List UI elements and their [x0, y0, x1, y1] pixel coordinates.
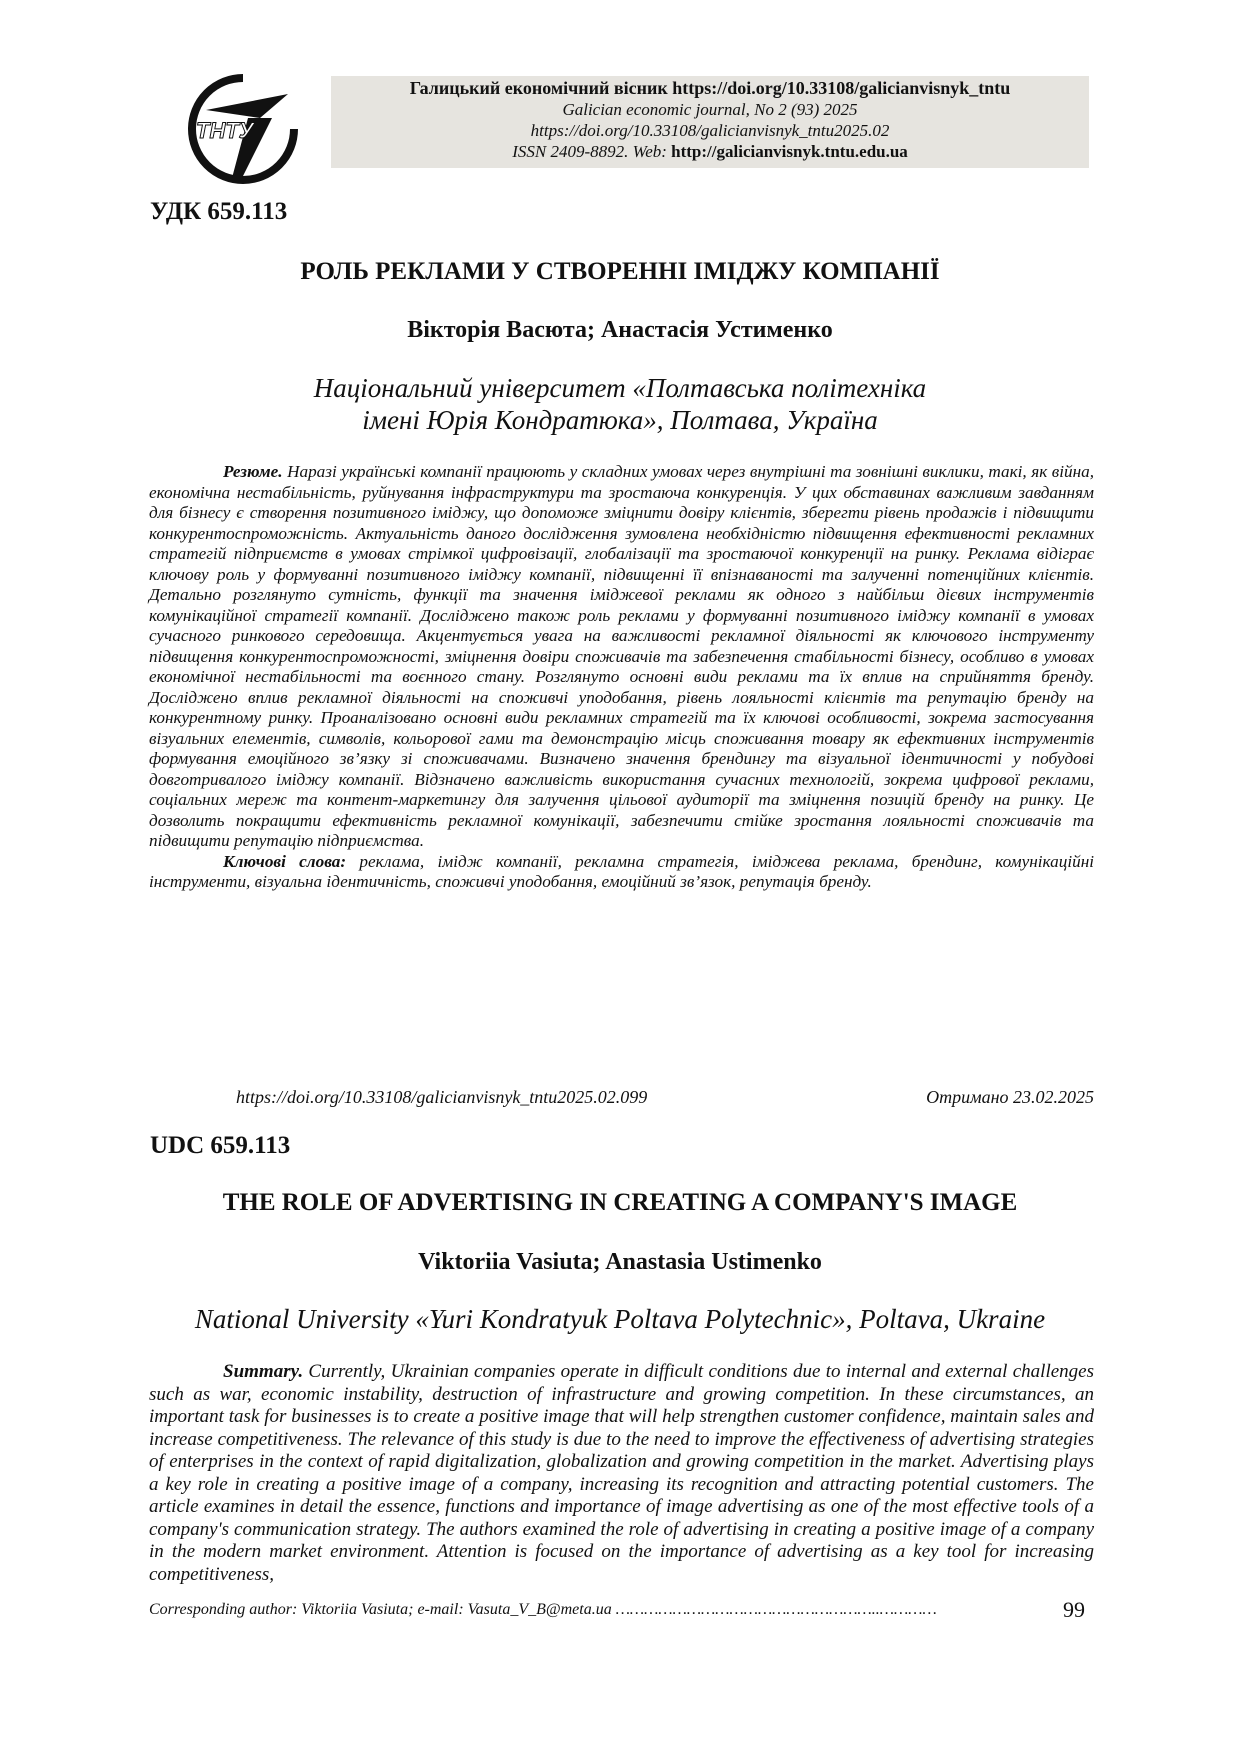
logo-text: ТНТУ [196, 118, 254, 143]
summary-text-ua: Наразі українські компанії працюють у складних умовах через внутрішні та зовнішні виклики, такі, як війна, економічна нестабільність, руйнування інфраструктури та зростаюча конкуренція. У цих обставинах важливим завданням для бізнесу є створення позитивного іміджу, що допоможе зміцнити довіру клієнтів, зберегти рівень продажів і підвищити конкурентоспроможність. Актуальність даного дослідження зумовлена необхідністю підвищення ефективності рекламних стратегій підприємств в умовах стрімкої цифровізації, глобалізації та зростаючої конкуренції на ринку. Реклама відіграє ключову роль у формуванні позитивного іміджу компанії, підвищенні її впізнаваності та залученні потенційних клієнтів. Детально розглянуто сутність, функції та значення іміджевої реклами як одного з найбільш дієвих інструментів комунікаційної стратегії компанії. Досліджено також роль реклами у формуванні позитивного іміджу компанії в умовах сучасного ринкового середовища. Акцентується увага на важливості рекламної діяльності як ключового інструменту підвищення конкурентоспроможності, зміцнення довіри споживачів та забезпечення стабільності бізнесу, особливо в умовах економічної нестабільності та воєнного стану. Розглянуто основні види реклами та їх вплив на сприйняття бренду. Досліджено вплив рекламної діяльності на споживчі уподобання, рівень лояльності клієнтів та репутацію бренду на конкурентному ринку. Проаналізовано основні види рекламних стратегій та їх ключові особливості, зокрема застосування візуальних елементів, символів, кольорової гами та демонстрацію місць споживання товару як ефективних інструментів формування емоційного зв’язку зі споживачами. Визначено значення брендингу та візуальної ідентичності у побудові довготривалого іміджу компанії. Відзначено важливість використання сучасних технологій, зокрема цифрової реклами, соціальних мереж та контент-маркетингу для залучення цільової аудиторії та зміцнення позицій бренду на ринку. Це дозволить покращити ефективність рекламної комунікації, забезпечити стійке зростання лояльності споживачів та підвищити репутацію підприємства. [149, 462, 1094, 850]
journal-issue-line: Galician economic journal, No 2 (93) 2025 [562, 100, 858, 119]
authors-ua: Вікторія Васюта; Анастасія Устименко [407, 317, 833, 343]
summary-label-en: Summary. [223, 1361, 304, 1382]
affiliation-en: National University «Yuri Kondratyuk Poltava Polytechnic», Poltava, Ukraine [194, 1304, 1046, 1334]
summary-text-en: Currently, Ukrainian companies operate in difficult conditions due to internal and external challenges such as war, economic instability, destruction of infrastructure and growing competition. In these circumstances, an important task for businesses is to create a positive image that will help strengthen customer confidence, maintain sales and increase competitiveness. The relevance of this study is due to the need to improve the effectiveness of advertising strategies of enterprises in the context of rapid digitalization, globalization and growing competition in the market. Advertising plays a key role in creating a positive image of a company, increasing its recognition and attracting potential customers. The article examines in detail the essence, functions and importance of image advertising as one of the most effective tools of a company's communication strategy. The authors examined the role of advertising in creating a positive image of a company in the modern market environment. Attention is focused on the importance of advertising as a key tool for increasing competitiveness, [149, 1361, 1094, 1585]
summary-en [149, 1361, 1094, 1586]
journal-logo [188, 74, 298, 184]
page-number: 99 [1063, 1597, 1085, 1622]
summary-label-ua: Резюме. [223, 462, 283, 481]
journal-issn-line [331, 141, 1089, 162]
corresponding-author: Corresponding author: Viktoriia Vasiuta; e-mail: Vasuta_V_B@meta.ua [149, 1601, 612, 1618]
article-doi[interactable]: https://doi.org/10.33108/galicianvisnyk_tntu2025.02.099 [236, 1087, 648, 1107]
udc-ua: УДК 659.113 [150, 198, 288, 225]
journal-title-line: Галицький економічний вісник https://doi.org/10.33108/galicianvisnyk_tntu [409, 78, 1011, 98]
keywords-label-ua: Ключові слова: [223, 851, 347, 871]
affiliation-ua-line1: Національний університет «Полтавська політехніка [313, 373, 927, 403]
issn-text: ISSN 2409-8892. Web: [512, 142, 672, 161]
journal-header [331, 76, 1089, 168]
affiliation-ua [0, 372, 1240, 436]
authors-en: Viktoriia Vasiuta; Anastasia Ustimenko [418, 1249, 822, 1275]
abstract-en [149, 1361, 1094, 1586]
article-title-ua: РОЛЬ РЕКЛАМИ У СТВОРЕННІ ІМІДЖУ КОМПАНІЇ [300, 258, 940, 285]
journal-web-link[interactable]: http://galicianvisnyk.tntu.edu.ua [671, 142, 908, 161]
article-title-en: THE ROLE OF ADVERTISING IN CREATING A COMPANY'S IMAGE [222, 1189, 1018, 1216]
keywords-ua [149, 852, 1094, 893]
summary-ua [149, 462, 1094, 852]
affiliation-ua-line2: імені Юрія Кондратюка», Полтава, Україна [362, 405, 878, 435]
footer-corresponding [149, 1601, 1094, 1619]
abstract-ua [149, 462, 1094, 893]
keywords-text-ua: реклама, імідж компанії, рекламна стратегія, іміджева реклама, брендинг, комунікаційні інструменти, візуальна ідентичність, споживчі уподобання, емоційний зв’язок, репутація бренду. [149, 851, 1094, 891]
received-date: Отримано 23.02.2025 [926, 1087, 1094, 1107]
journal-doi-line: https://doi.org/10.33108/galicianvisnyk_tntu2025.02 [530, 121, 890, 140]
footer-dots: ………………………………………………..………… [611, 1601, 937, 1618]
udc-en: UDC 659.113 [150, 1132, 291, 1159]
